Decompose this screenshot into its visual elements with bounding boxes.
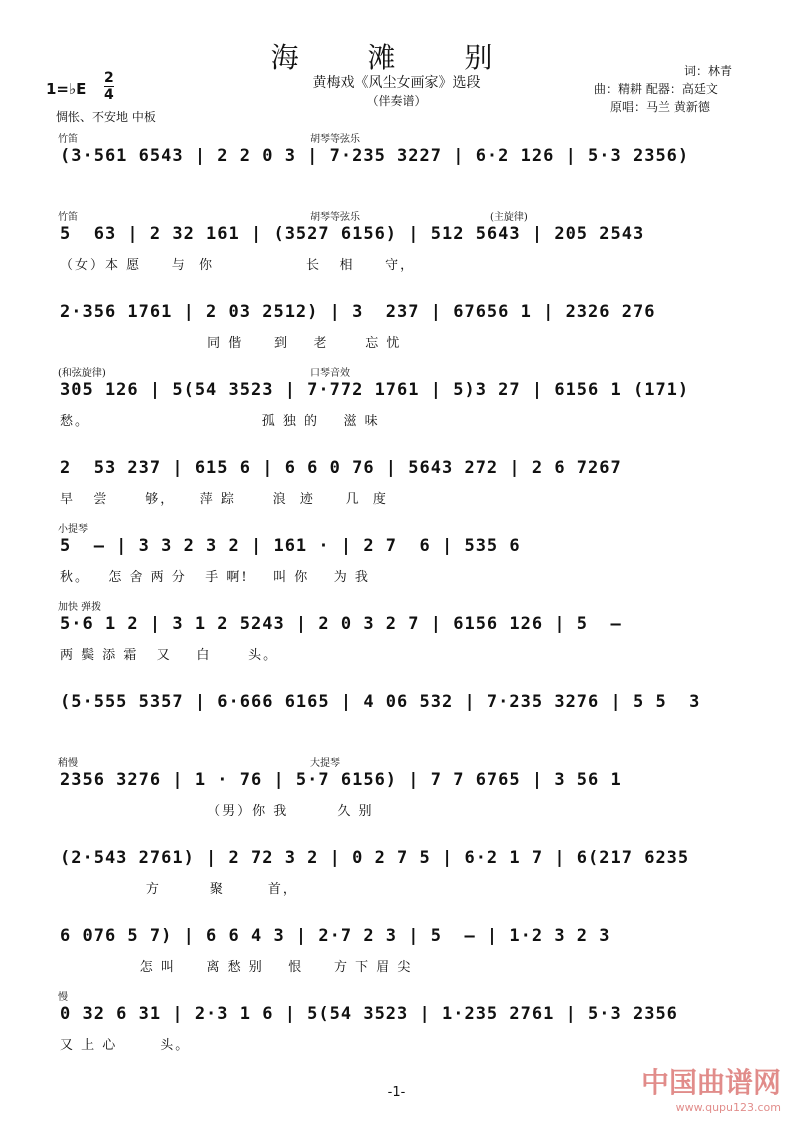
performance-mark: 慢 (58, 992, 68, 1003)
subtitle-score-type: （伴奏谱） (366, 94, 427, 108)
performance-mark: 稍慢 (58, 758, 78, 769)
lyrics-line: 同 偕 到 老 忘 忧 (60, 336, 402, 351)
composer-credit: 曲：精耕 配器：高廷文 (594, 82, 718, 96)
meter-bottom: 4 (104, 87, 114, 103)
notation-line: 2·356 1761 | 2 03 2512) | 3 237 | 67656 1 | 2326 276 (60, 302, 656, 322)
performance-mark: 口琴音效 (310, 368, 350, 379)
singers-credit: 原唱：马兰 黄新德 (610, 100, 710, 114)
notation-line: (3·561 6543 | 2 2 0 3 | 7·235 3227 | 6·2 126 | 5·3 2356) (60, 146, 690, 166)
notation-line: 5 63 | 2 32 161 | (3527 6156) | 512 5643 | 205 2543 (60, 224, 645, 244)
score-row (60, 208, 750, 278)
score-row (60, 754, 750, 824)
performance-mark: (和弦旋律) (58, 368, 106, 379)
performance-mark: 加快 弹拨 (58, 602, 102, 613)
page-title: 海 滩 别 (270, 41, 523, 74)
lyrics-line: （女）本 愿 与 你 长 相 守， (60, 258, 416, 273)
key-signature: 1=♭E (46, 80, 87, 98)
notation-line: 2356 3276 | 1 · 76 | 5·7 6156) | 7 7 6765 | 3 56 1 (60, 770, 622, 790)
score-row (60, 598, 750, 668)
score-row (60, 676, 750, 746)
time-signature (104, 70, 114, 103)
lyrics-line: 两 鬓 添 霜 又 白 头。 (60, 648, 279, 663)
performance-mark: 胡琴等弦乐 (310, 134, 360, 145)
notation-line: 305 126 | 5(54 3523 | 7·772 1761 | 5)3 27 | 6156 1 (171) (60, 380, 690, 400)
performance-mark: 竹笛 (58, 134, 78, 145)
subtitle: 黄梅戏《风尘女画家》选段 (312, 75, 481, 91)
watermark-url: www.qupu123.com (675, 1101, 781, 1114)
lyrics-line: 怎 叫 离 愁 别 恨 方 下 眉 尖 (60, 960, 413, 975)
score-row (60, 988, 750, 1058)
performance-mark: (主旋律) (490, 212, 528, 223)
notation-line: 5 — | 3 3 2 3 2 | 161 · | 2 7 6 | 535 6 (60, 536, 521, 556)
score-row (60, 832, 750, 902)
notation-line: 5·6 1 2 | 3 1 2 5243 | 2 0 3 2 7 | 6156 126 | 5 — (60, 614, 622, 634)
lyrics-line: 方 聚 首， (60, 882, 298, 897)
performance-mark: 胡琴等弦乐 (310, 212, 360, 223)
score-row (60, 520, 750, 590)
lyrics-line: 又 上 心 头。 (60, 1038, 191, 1053)
lyrics-line: 秋。 怎 舍 两 分 手 啊! 叫 你 为 我 (60, 570, 370, 585)
lyrics-line: （男）你 我 久 别 (60, 804, 374, 819)
score-row (60, 910, 750, 980)
performance-mark: 小提琴 (58, 524, 88, 535)
score-row (60, 364, 750, 434)
performance-mark: 大提琴 (310, 758, 340, 769)
score-row (60, 130, 750, 200)
meter-top: 2 (104, 70, 114, 86)
lyrics-line: 愁。 孤 独 的 滋 味 (60, 414, 380, 429)
score-row (60, 442, 750, 512)
score-row (60, 286, 750, 356)
site-watermark (641, 1061, 781, 1114)
notation-line: 2 53 237 | 615 6 | 6 6 0 76 | 5643 272 | 2 6 7267 (60, 458, 622, 478)
watermark-brand: 中国曲谱网 (640, 1066, 781, 1099)
tempo-marking: 惆怅、不安地 中板 (56, 110, 156, 124)
notation-line: 0 32 6 31 | 2·3 1 6 | 5(54 3523 | 1·235 2761 | 5·3 2356 (60, 1004, 678, 1024)
notation-line: 6 076 5 7) | 6 6 4 3 | 2·7 2 3 | 5 — | 1·2 3 2 3 (60, 926, 611, 946)
lyrics-line: 早 尝 够， 萍 踪 浪 迹 几 度 (60, 492, 388, 507)
lyricist-credit: 词：林青 (684, 64, 733, 78)
performance-mark: 竹笛 (58, 212, 78, 223)
notation-line: (2·543 2761) | 2 72 3 2 | 0 2 7 5 | 6·2 1 7 | 6(217 6235 (60, 848, 690, 868)
page-number: -1- (387, 1085, 406, 1100)
notation-line: (5·555 5357 | 6·666 6165 | 4 06 532 | 7·235 3276 | 5 5 3 (60, 692, 701, 712)
